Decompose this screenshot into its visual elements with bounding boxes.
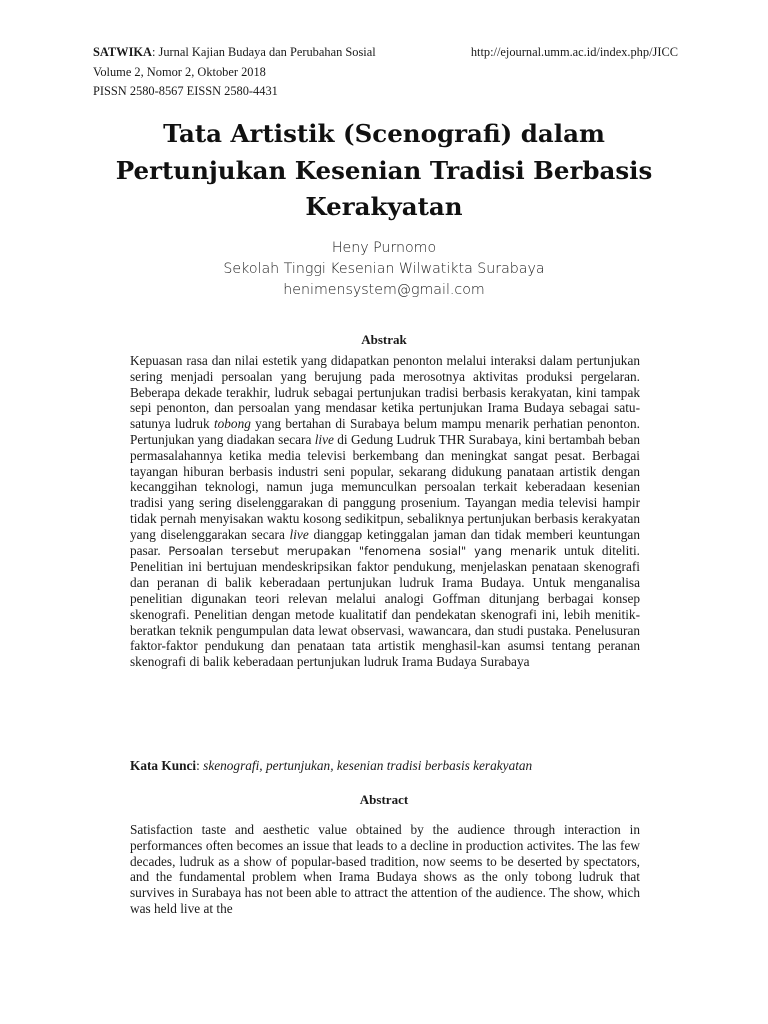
abstract-paragraph: Satisfaction taste and aesthetic value obtained by the audience through interaction in performances often becomes an issue that leads to a decline in production activites. The las few decades, ludruk as a show of popular-based tradition, now seems to be deserted by spectators, and the fundamental problem when Irama Budaya shows as the only tobong ludruk that survives in Surabaya has not been able to attract the attention of the audience. The show, which was held live at the (130, 822, 640, 916)
abstrak-italic-live-2: live (289, 526, 309, 542)
paper-title (80, 116, 688, 226)
abstrak-italic-live-1: live (314, 431, 334, 447)
abstrak-italic-tobong: tobong (213, 416, 251, 432)
abstrak-text-4: dianggap ketinggalan jaman dan tidak memberi keuntungan pasar. (130, 526, 640, 558)
journal-subtitle: : Jurnal Kajian Budaya dan Perubahan Sosial (151, 45, 376, 59)
abstract-heading: Abstract (359, 792, 409, 807)
abstrak-text-1: Kepuasan rasa dan nilai estetik yang didapatkan penonton melalui interaksi dalam pertunjukan sering menjadi persoalan yang berujung pada merosotnya aktivitas produksi pergelaran. Beberapa dekade terakhir, ludruk sebagai pertunjukan tradisi berbasis kerakyatan, kini tampak sepi penonton, dan persoalan yang mendasar ketika pertunjukan Irama Budaya sebagai satu-satunya ludruk (130, 353, 640, 432)
abstrak-text-3: di Gedung Ludruk THR Surabaya, kini bertambah beban permasalahannya ketika media televisi berkembang dan meningkat sangat pesat. Berbagai tayangan hiburan berbasis industri seni popular, sekarang didukung panataan artistik dengan kecanggihan teknologi, namun juga memunculkan persoalan terkait keberadaan kesenian tradisi yang sering diselenggarakan di panggung prosenium. Tayangan media televisi hampir tidak pernah menyisakan waktu kosong sedikitpun, sebaliknya pertunjukan berbasis kerakyatan yang diselenggarakan secara (130, 431, 640, 542)
abstrak-text-2: yang bertahan di Surabaya belum mampu menarik perhatian penonton. Pertunjukan yang diadakan secara (130, 416, 640, 447)
journal-title (93, 43, 376, 63)
paper-title-line-2: Pertunjukan Kesenian Tradisi Berbasis (115, 155, 653, 185)
abstract-body (130, 822, 640, 917)
paper-title-line-3: Kerakyatan (305, 192, 463, 221)
journal-url[interactable]: http://ejournal.umm.ac.id/index.php/JICC (470, 45, 678, 59)
journal-issn: PISSN 2580-8567 EISSN 2580-4431 (93, 84, 278, 98)
author-block (80, 238, 688, 301)
author-affiliation: Sekolah Tinggi Kesenian Wilwatikta Surabaya (223, 261, 545, 277)
abstrak-paragraph (130, 353, 640, 670)
journal-name: SATWIKA (93, 45, 152, 59)
keywords-separator: : (196, 758, 204, 773)
abstrak-heading: Abstrak (361, 332, 407, 347)
paper-title-line-1: Tata Artistik (Scenografi) dalam (163, 119, 605, 148)
author-email[interactable]: henimensystem@gmail.com (283, 282, 485, 298)
keywords-label: Kata Kunci (130, 758, 197, 773)
journal-volume: Volume 2, Nomor 2, Oktober 2018 (93, 64, 266, 79)
journal-header (93, 43, 678, 102)
keywords-line (130, 758, 640, 774)
abstrak-sans-text: Persoalan tersebut merupakan "fenomena sosial" yang menarik (168, 544, 557, 558)
journal-header-row (93, 43, 678, 63)
abstrak-body (130, 353, 640, 670)
author-name: Heny Purnomo (331, 240, 437, 256)
keywords-values: skenografi, pertunjukan, kesenian tradisi berbasis kerakyatan (203, 758, 533, 773)
abstrak-text-5: untuk diteliti. Penelitian ini bertujuan mendeskripsikan faktor pendukung, menjelaskan penataan skenografi dan peranan di balik keberadaan pertunjukan ludruk Irama Budaya. Untuk menganalisa penelitian digunakan teori relevan melalui analogi Goffman ditunjang berbagai konsep skenografi. Penelitian dengan metode kualitatif dan pendekatan skenografi ini, lebih menitik-beratkan teknik pengumpulan data lewat observasi, wawancara, dan studi pustaka. Penelusuran faktor-faktor pendukung dan penataan tata artistik menghasil-kan asumsi tentang peranan skenografi di balik keberadaan pertunjukan ludruk Irama Budaya Surabaya (130, 542, 640, 670)
